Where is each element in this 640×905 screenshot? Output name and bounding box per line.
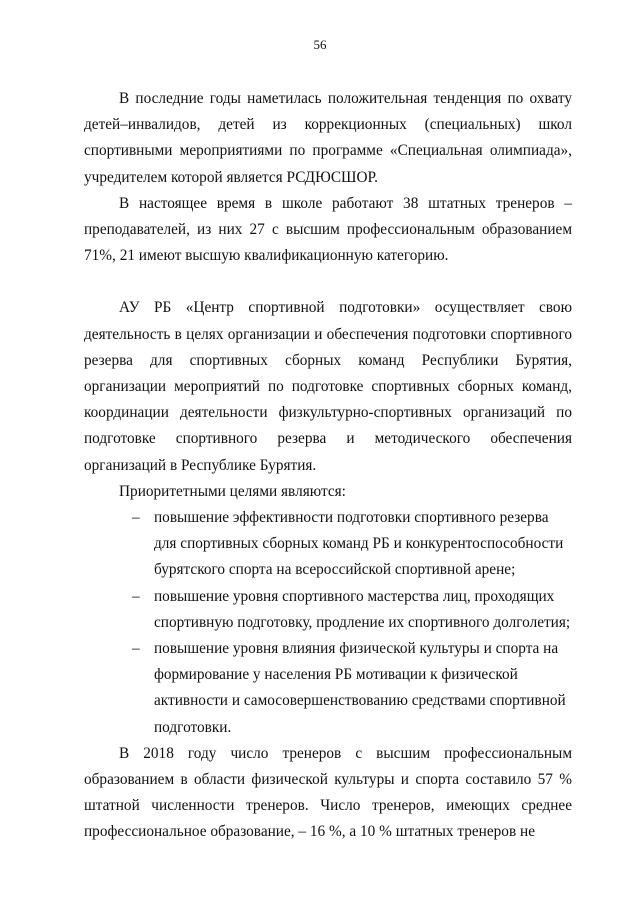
priority-list-item [84, 584, 572, 636]
paragraph-sport-center: АУ РБ «Центр спортивной подготовки» осуществляет свою деятельность в целях организации и обеспечения подготовки спортивного резерва для спортивных сборных команд Республики Бурятия, организации мероприятий по подготовке спортивных сборных команд, координации деятельности физкультурно-спортивных организаций по подготовке спортивного резерва и методического обеспечения организаций в Республике Бурятия. [84, 299, 572, 474]
priority-list [84, 505, 572, 741]
priority-item-text: повышение уровня влияния физической культуры и спорта на формирование у населения РБ мотивации к физической активности и самосовершенствованию средствами спортивной подготовки. [154, 640, 566, 736]
list-dash: – [132, 587, 140, 605]
priority-item-text: повышение эффективности подготовки спортивного резерва для спортивных сборных команд РБ и конкурентоспособности бурятского спорта на всероссийской спортивной арене; [154, 509, 564, 579]
paragraph-coach-education: В 2018 году число тренеров с высшим профессиональным образованием в области физической культуры и спорта составило 57 % штатной численности тренеров. Число тренеров, имеющих среднее профессиональное образование, – 16 %, а 10 % штатных тренеров не [84, 744, 572, 841]
priority-list-item [84, 636, 572, 741]
document-body [84, 86, 572, 846]
list-dash: – [132, 640, 140, 658]
priority-list-item [84, 505, 572, 584]
paragraph-school-coaches: В настоящее время в школе работают 38 штатных тренеров – преподавателей, из них 27 с высшим профессиональным образованием 71%, 21 имеют высшую квалификационную категорию. [84, 194, 572, 265]
list-dash: – [132, 509, 140, 527]
paragraph-gap [84, 269, 572, 295]
priority-item-text: повышение уровня спортивного мастерства лиц, проходящих спортивную подготовку, продление их спортивного долголетия; [154, 587, 571, 631]
page-number: 56 [313, 37, 327, 52]
priority-heading: Приоритетными целями являются: [119, 482, 346, 500]
paragraph-special-olympics: В последние годы наметилась положительная тенденция по охвату детей–инвалидов, детей из коррекционных (специальных) школ спортивными мероприятиями по программе «Специальная олимпиада», учредителем которой является РСДЮСШОР. [84, 90, 572, 186]
